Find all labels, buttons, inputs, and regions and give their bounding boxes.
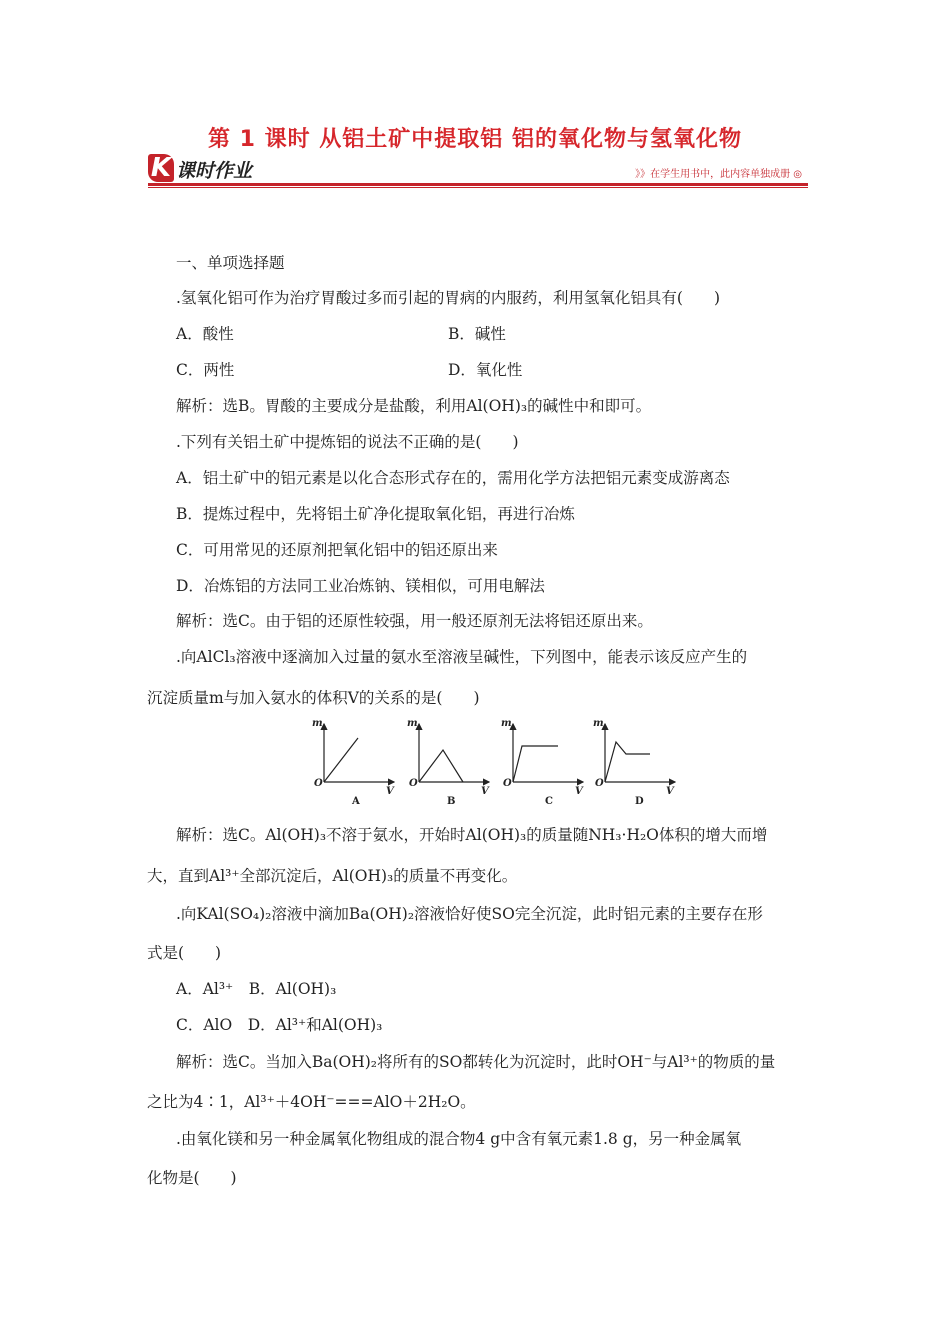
graph-a-y-label: m — [312, 718, 323, 729]
graph-c-curve — [513, 746, 558, 782]
q4-stem-line2: 式是( ) — [147, 944, 222, 962]
q3-graph-figure — [300, 712, 680, 812]
q5-stem-line1: .由氧化镁和另一种金属氧化物组成的混合物4 g中含有氧元素1.8 g，另一种金属氧 — [176, 1130, 742, 1148]
graph-b-origin: O — [409, 778, 418, 789]
q1-analysis: 解析：选B。胃酸的主要成分是盐酸，利用Al(OH)₃的碱性中和即可。 — [176, 397, 652, 415]
homework-banner — [148, 152, 808, 188]
q2-option-a: A．铝土矿中的铝元素是以化合态形式存在的，需用化学方法把铝元素变成游离态 — [176, 469, 730, 487]
q3-analysis-line1: 解析：选C。Al(OH)₃不溶于氨水，开始时Al(OH)₃的质量随NH₃·H₂O体积的增大而增 — [176, 826, 768, 844]
q3-stem-line2: 沉淀质量m与加入氨水的体积V的关系的是( ) — [147, 689, 480, 707]
graph-a — [312, 718, 395, 807]
graph-a-origin: O — [314, 778, 323, 789]
q1-stem: .氢氧化铝可作为治疗胃酸过多而引起的胃病的内服药，利用氢氧化铝具有( ) — [176, 289, 721, 307]
q4-analysis-line1: 解析：选C。当加入Ba(OH)₂将所有的SO都转化为沉淀时，此时OH⁻与Al³⁺的物质的量 — [176, 1053, 776, 1071]
banner-note: 》》在学生用书中，此内容单独成册 ◎ — [635, 169, 802, 180]
q2-stem: .下列有关铝土矿中提炼铝的说法不正确的是( ) — [176, 433, 519, 451]
q4-stem-line1: .向KAl(SO₄)₂溶液中滴加Ba(OH)₂溶液恰好使SO完全沉淀，此时铝元素的主要存在形 — [176, 905, 763, 923]
q2-option-b: B．提炼过程中，先将铝土矿净化提取氧化铝，再进行冶炼 — [176, 505, 575, 523]
graph-d-origin: O — [595, 778, 604, 789]
banner-logo-icon: K — [148, 154, 174, 182]
graph-c-origin: O — [503, 778, 512, 789]
q4-options-cd: C．AlO D．Al³⁺和Al(OH)₃ — [176, 1016, 383, 1034]
graph-b-caption: B — [447, 796, 456, 807]
graph-c-caption: C — [545, 796, 553, 807]
q4-analysis-line2: 之比为4∶1，Al³⁺＋4OH⁻===AlO＋2H₂O。 — [147, 1093, 476, 1111]
banner-rule — [148, 183, 808, 186]
graph-b-y-label: m — [407, 718, 418, 729]
q4-options-ab: A．Al³⁺ B．Al(OH)₃ — [176, 980, 337, 998]
q3-stem-line1: .向AlCl₃溶液中逐滴加入过量的氨水至溶液呈碱性，下列图中，能表示该反应产生的 — [176, 648, 748, 666]
q1-option-d: D．氧化性 — [448, 361, 523, 379]
banner-rule-thin — [148, 187, 808, 188]
q5-stem-line2: 化物是( ) — [147, 1169, 237, 1187]
graph-d-caption: D — [635, 796, 644, 807]
graph-d — [593, 718, 675, 807]
graph-d-curve — [605, 742, 650, 782]
graph-a-curve — [324, 738, 358, 782]
graph-a-x-label: V — [386, 786, 394, 797]
graph-b-curve — [419, 750, 463, 782]
graph-a-caption: A — [352, 796, 360, 807]
banner-label: 课时作业 — [176, 160, 253, 182]
q1-option-b: B．碱性 — [448, 325, 506, 343]
q3-analysis-line2: 大，直到Al³⁺全部沉淀后，Al(OH)₃的质量不再变化。 — [147, 867, 518, 885]
graph-c-x-label: V — [575, 786, 583, 797]
q2-option-d: D．冶炼铝的方法同工业冶炼钠、镁相似，可用电解法 — [176, 577, 545, 595]
q2-analysis: 解析：选C。由于铝的还原性较强，用一般还原剂无法将铝还原出来。 — [176, 612, 653, 630]
graph-b-x-label: V — [481, 786, 489, 797]
graph-d-x-label: V — [666, 786, 674, 797]
q2-option-c: C．可用常见的还原剂把氧化铝中的铝还原出来 — [176, 541, 498, 559]
graph-b — [407, 718, 490, 807]
graph-d-y-label: m — [593, 718, 604, 729]
q1-option-c: C．两性 — [176, 361, 235, 379]
section-heading: 一、单项选择题 — [176, 254, 285, 272]
q1-option-a: A．酸性 — [176, 325, 234, 343]
page-title: 第 1 课时 从铝土矿中提取铝 铝的氧化物与氢氧化物 — [208, 127, 742, 152]
graph-c — [501, 718, 584, 807]
graph-c-y-label: m — [501, 718, 512, 729]
